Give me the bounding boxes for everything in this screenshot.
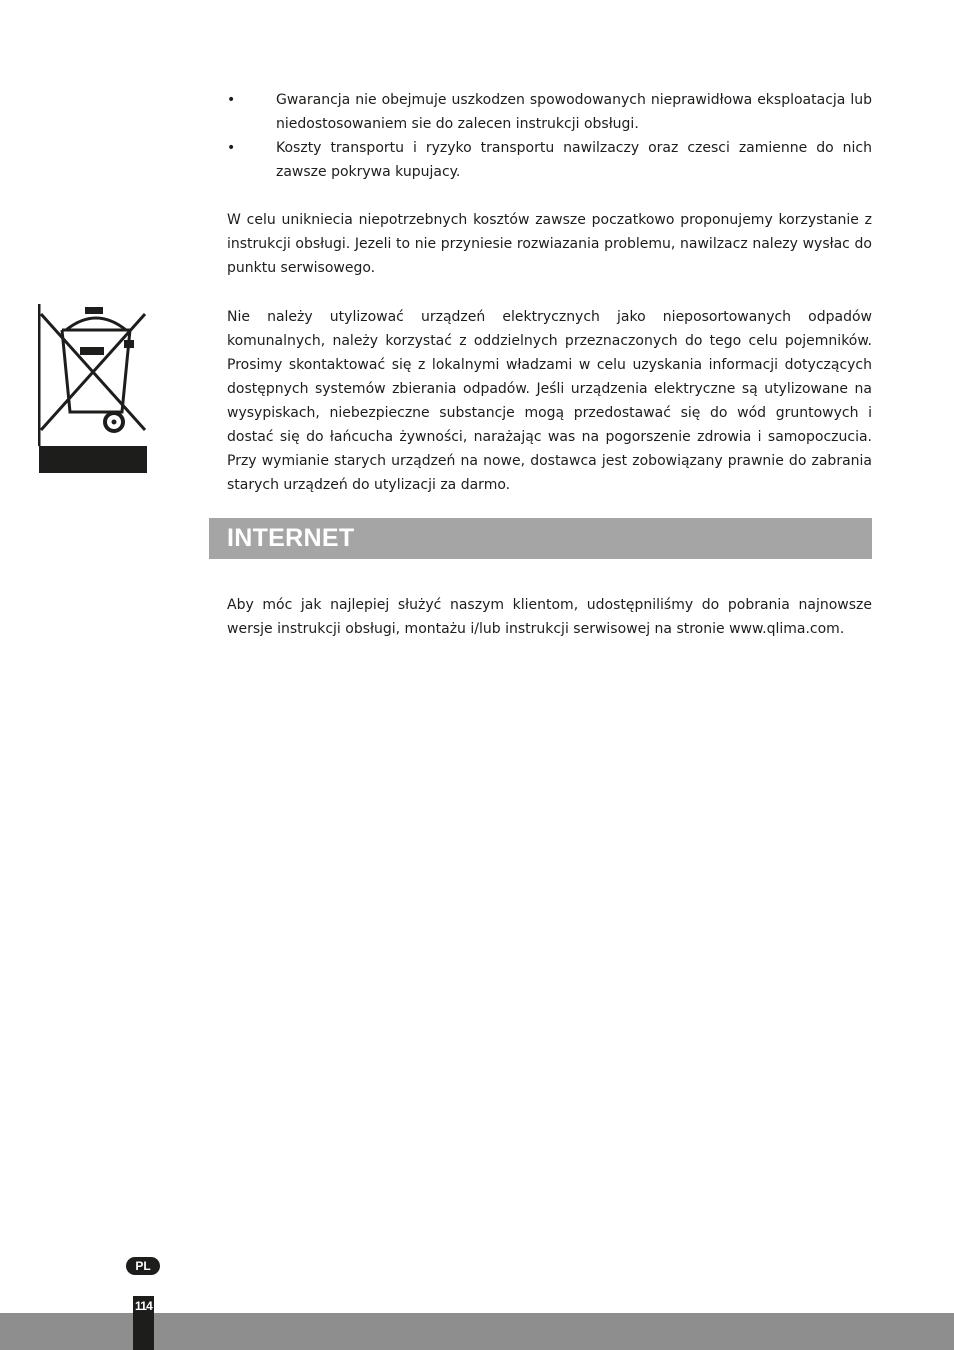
list-item	[227, 88, 872, 136]
page-number: 114	[135, 1299, 152, 1313]
crossed-out-wheelie-bin-icon	[38, 304, 147, 474]
bullet-glyph: •	[227, 140, 236, 156]
bullet-glyph: •	[227, 92, 236, 108]
internet-paragraph: Aby móc jak najlepiej służyć naszym klientom, udostępniliśmy do pobrania najnowsze wersje instrukcji obsługi, montażu i/lub instrukcji serwisowej na stronie www.qlima.com.	[227, 597, 872, 637]
language-badge: PL	[126, 1257, 160, 1275]
bullet-text: Gwarancja nie obejmuje uszkodzen spowodowanych nieprawidłowa eksploatacja lub niedostosowaniem sie do zalecen instrukcji obsługi.	[276, 92, 872, 132]
disposal-paragraph: Nie należy utylizować urządzeń elektrycznych jako nieposortowanych odpadów komunalnych, należy korzystać z oddzielnych przeznaczonych do tego celu pojemników. Prosimy skontaktować się z lokalnymi władzami w celu uzyskania informacji dotyczących dostępnych systemów zbierania odpadów. Jeśli urządzenia elektryczne są utylizowane na wysypiskach, niebezpieczne substancje mogą przedostawać się do wód gruntowych i dostać się do łańcucha żywności, narażając was na pogorszenie zdrowia i samopoczucia. Przy wymianie starych urządzeń na nowe, dostawca jest zobowiązany prawnie do zabrania starych urządzeń do utylizacji za darmo.	[227, 309, 872, 493]
warranty-bullet-list	[227, 88, 872, 184]
section-header-internet	[209, 518, 872, 559]
section-title: INTERNET	[227, 524, 355, 552]
service-paragraph: W celu unikniecia niepotrzebnych kosztów zawsze poczatkowo proponujemy korzystanie z instrukcji obsługi. Jezeli to nie przyniesie rozwiazania problemu, nawilzacz nalezy wysłac do punktu serwisowego.	[227, 212, 872, 276]
weee-symbol-graphic	[38, 304, 147, 474]
bullet-text: Koszty transportu i ryzyko transportu nawilzaczy oraz czesci zamienne do nich zawsze pokrywa kupujacy.	[276, 140, 872, 180]
list-item	[227, 136, 872, 184]
